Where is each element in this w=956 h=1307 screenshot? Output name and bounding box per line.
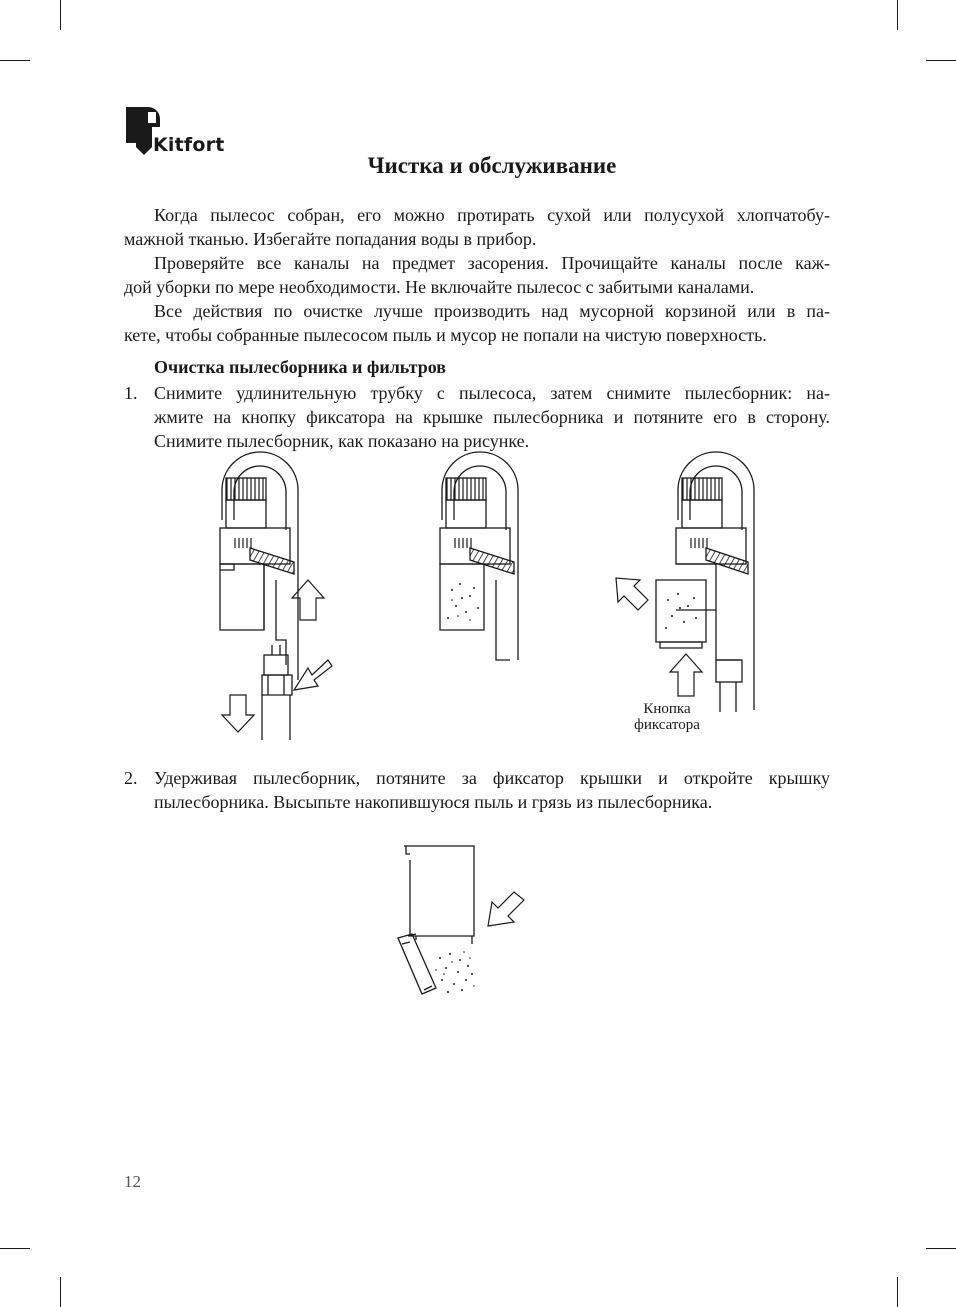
crop-mark xyxy=(897,1277,898,1307)
section-heading: Очистка пылесборника и фильтров xyxy=(154,357,446,377)
step-item: 1. Снимите удлинительную трубку с пылесоса, затем снимите пылесборник: на- жмите на кнопку фиксатора на крышке пылесборника и потяните его в сторону. Снимите пылесборник, как показано на рисунке. xyxy=(124,383,830,451)
intro-paragraph: Когда пылесос собран, его можно протирать сухой или полусухой хлопчатобу- мажной тканью. Избегайте попадания воды в прибор. xyxy=(124,205,830,249)
crop-mark xyxy=(0,1248,30,1249)
figure-empty-dust-container xyxy=(388,840,538,1010)
brand-name: Kitfort xyxy=(153,134,225,156)
figure-caption: Кнопка фиксатора xyxy=(634,701,700,733)
vacuum-illustration-2 xyxy=(440,452,518,660)
intro-paragraph: Проверяйте все каналы на предмет засорения. Прочищайте каналы после каж- дой уборки по мере необходимости. Не включайте пылесос с забитыми каналами. xyxy=(124,253,830,297)
vacuum-illustration-1 xyxy=(220,452,332,740)
intro-paragraph: Все действия по очистке лучше производить над мусорной корзиной или в па- кете, чтобы собранные пылесосом пыль и мусор не попали на чистую поверхность. xyxy=(124,301,830,345)
crop-mark xyxy=(897,0,898,30)
step-number: 2. xyxy=(124,768,138,788)
crop-mark xyxy=(60,0,61,30)
step-item: 2. Удерживая пылесборник, потяните за фиксатор крышки и откройте крышку пылесборника. Высыпьте накопившуюся пыль и грязь из пылесборника. xyxy=(124,768,830,812)
crop-mark xyxy=(926,60,956,61)
crop-mark xyxy=(60,1277,61,1307)
crop-mark xyxy=(926,1248,956,1249)
page-number: 12 xyxy=(124,1172,141,1191)
vacuum-illustration-3 xyxy=(616,452,754,712)
step-number: 1. xyxy=(124,383,138,403)
crop-mark xyxy=(0,60,30,61)
page-title: Чистка и обслуживание xyxy=(367,153,617,178)
